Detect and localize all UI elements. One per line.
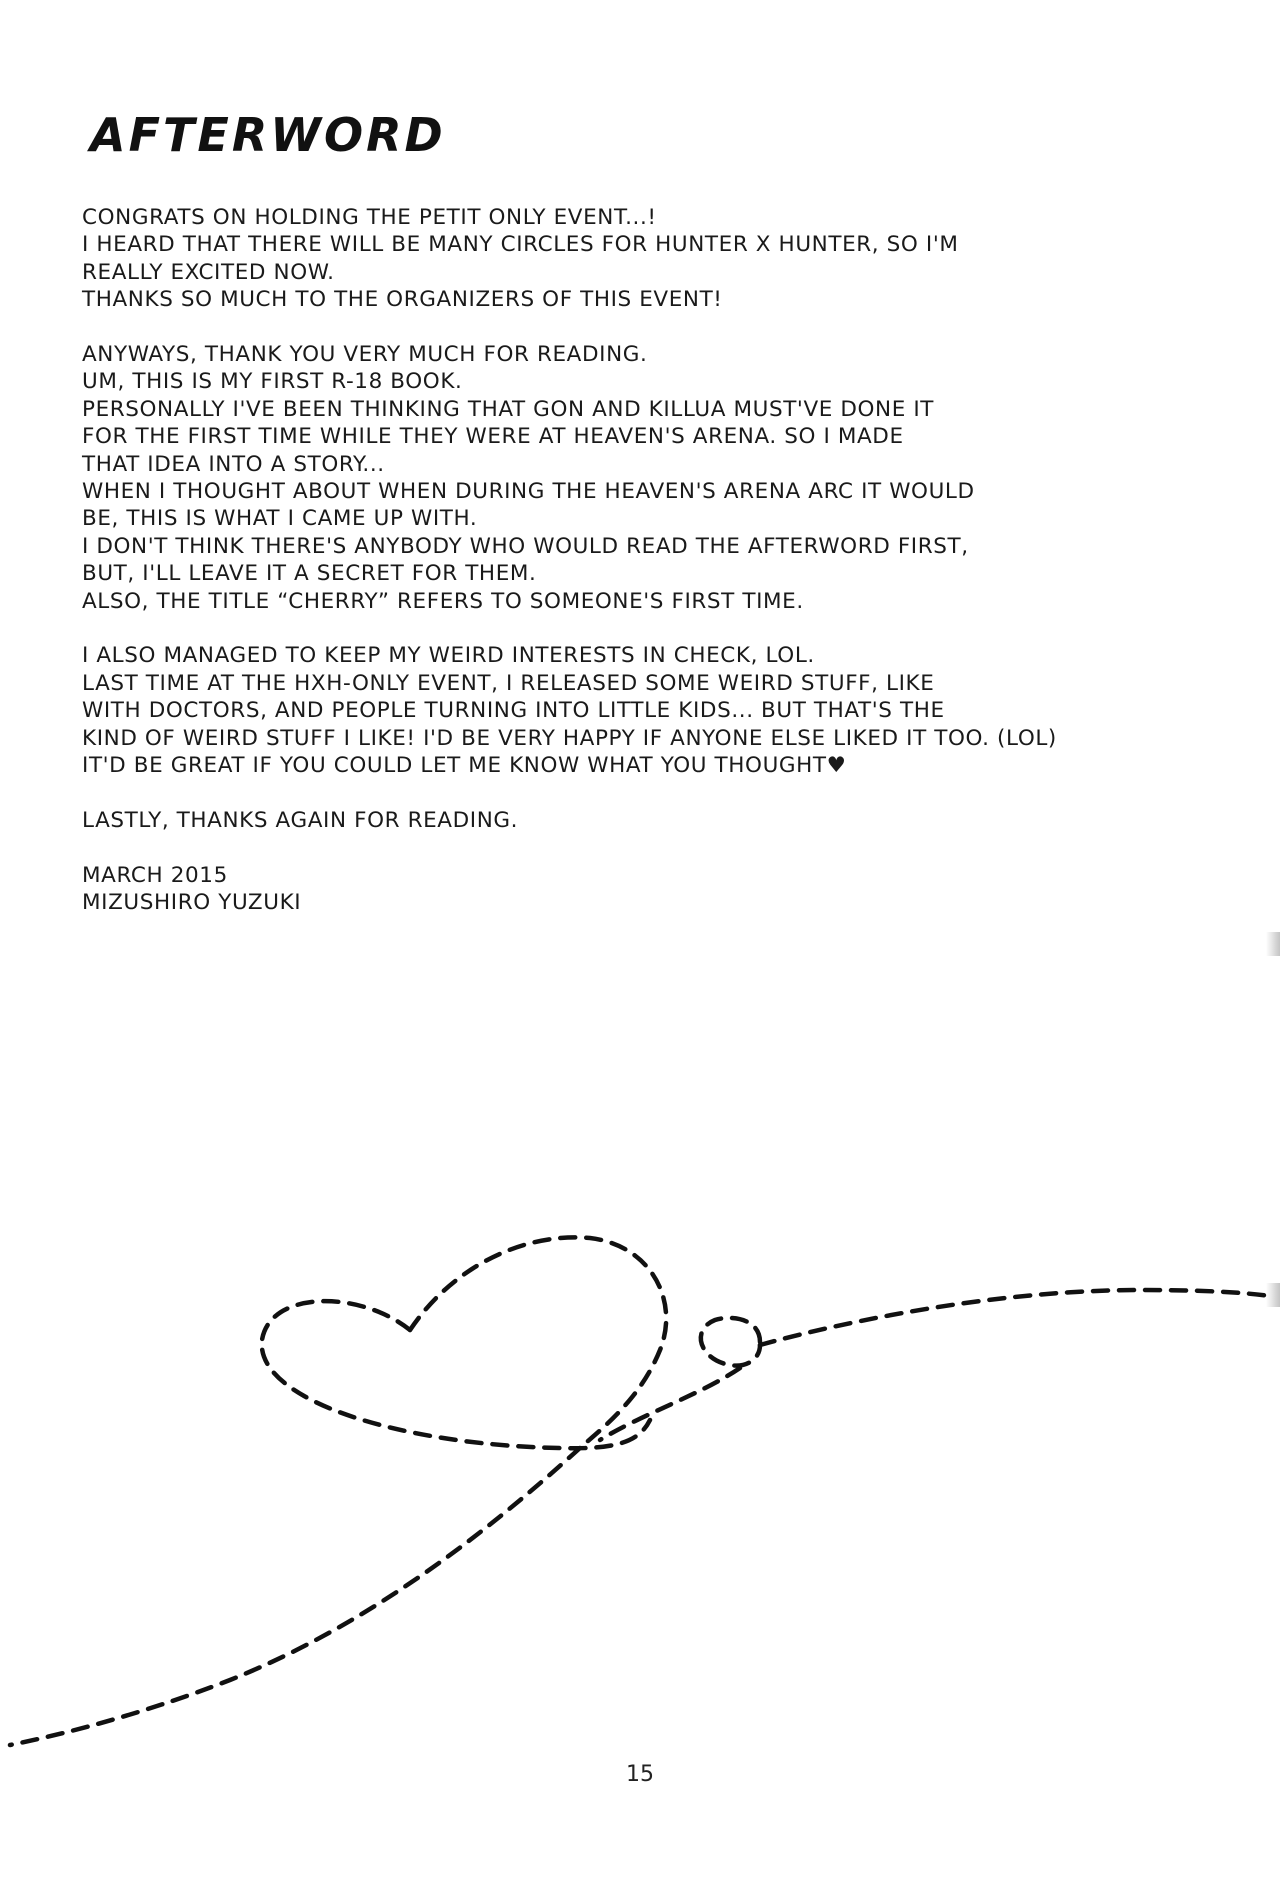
tail-left bbox=[10, 1448, 580, 1745]
text-line: LASTLY, THANKS AGAIN FOR READING. bbox=[82, 807, 519, 833]
heart-right-lobe bbox=[410, 1237, 666, 1448]
text-line: FOR THE FIRST TIME WHILE THEY WERE AT HEAVEN'S ARENA. SO I MADE bbox=[82, 424, 904, 450]
edge-smudge bbox=[1266, 932, 1280, 956]
text-line: BUT, I'LL LEAVE IT A SECRET FOR THEM. bbox=[82, 561, 537, 587]
page-number: 15 bbox=[626, 1762, 654, 1787]
signature-date: MARCH 2015 bbox=[82, 862, 228, 888]
text-line: UM, THIS IS MY FIRST R-18 BOOK. bbox=[82, 369, 463, 395]
page-title: AFTERWORD bbox=[90, 108, 446, 162]
signature-author: MIZUSHIRO YUZUKI bbox=[82, 890, 302, 916]
text-line: THAT IDEA INTO A STORY... bbox=[82, 451, 385, 477]
loop-connector bbox=[600, 1368, 740, 1440]
paragraph-story-notes bbox=[82, 341, 1202, 615]
text-line: KIND OF WEIRD STUFF I LIKE! I'D BE VERY HAPPY IF ANYONE ELSE LIKED IT TOO. (LOL) bbox=[82, 725, 1057, 751]
text-line: PERSONALLY I'VE BEEN THINKING THAT GON AND KILLUA MUST'VE DONE IT bbox=[82, 396, 935, 422]
signature-block bbox=[82, 862, 1202, 917]
text-line: LAST TIME AT THE HXH-ONLY EVENT, I RELEASED SOME WEIRD STUFF, LIKE bbox=[82, 670, 935, 696]
text-line: I DON'T THINK THERE'S ANYBODY WHO WOULD READ THE AFTERWORD FIRST, bbox=[82, 533, 969, 559]
dashed-heart-doodle-icon bbox=[0, 1200, 1280, 1760]
text-line: IT'D BE GREAT IF YOU COULD LET ME KNOW WHAT YOU THOUGHT♥ bbox=[82, 753, 847, 779]
text-line: BE, THIS IS WHAT I CAME UP WITH. bbox=[82, 506, 478, 532]
heart-left-lobe bbox=[262, 1301, 650, 1448]
paragraph-greeting bbox=[82, 204, 1202, 314]
text-line: ALSO, THE TITLE “CHERRY” REFERS TO SOMEONE'S FIRST TIME. bbox=[82, 588, 804, 614]
edge-smudge bbox=[1266, 1283, 1280, 1307]
text-line: I HEARD THAT THERE WILL BE MANY CIRCLES FOR HUNTER X HUNTER, SO I'M bbox=[82, 232, 959, 258]
tail-right bbox=[760, 1290, 1270, 1345]
text-line: ANYWAYS, THANK YOU VERY MUCH FOR READING. bbox=[82, 342, 648, 368]
text-line: REALLY EXCITED NOW. bbox=[82, 259, 335, 285]
small-loop bbox=[701, 1318, 760, 1366]
text-line: THANKS SO MUCH TO THE ORGANIZERS OF THIS EVENT! bbox=[82, 287, 723, 313]
paragraph-interests bbox=[82, 642, 1202, 779]
text-line: WHEN I THOUGHT ABOUT WHEN DURING THE HEAVEN'S ARENA ARC IT WOULD bbox=[82, 479, 975, 505]
text-line: I ALSO MANAGED TO KEEP MY WEIRD INTERESTS IN CHECK, LOL. bbox=[82, 643, 815, 669]
text-line: WITH DOCTORS, AND PEOPLE TURNING INTO LITTLE KIDS... BUT THAT'S THE bbox=[82, 698, 945, 724]
afterword-body bbox=[82, 204, 1202, 917]
text-line: CONGRATS ON HOLDING THE PETIT ONLY EVENT...! bbox=[82, 205, 657, 230]
paragraph-closing bbox=[82, 807, 1202, 834]
